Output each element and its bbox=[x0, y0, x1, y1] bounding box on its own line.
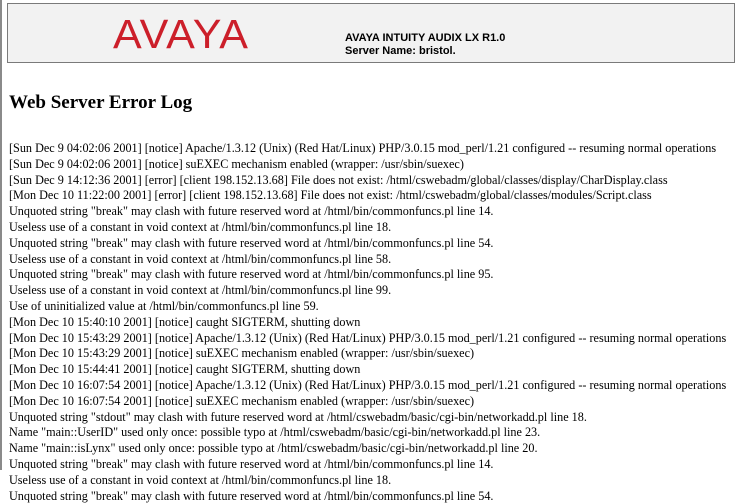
log-entry: Unquoted string "break" may clash with future reserved word at /html/bin/commonfuncs.pl line 54. bbox=[9, 488, 494, 503]
log-entry: [Sun Dec 9 04:02:06 2001] [notice] Apache/1.3.12 (Unix) (Red Hat/Linux) PHP/3.0.15 mod_perl/1.21 configured -- resuming normal operations bbox=[9, 141, 717, 155]
log-entry: [Mon Dec 10 15:44:41 2001] [notice] caught SIGTERM, shutting down bbox=[9, 362, 361, 377]
log-entry: Use of uninitialized value at /html/bin/commonfuncs.pl line 59. bbox=[9, 298, 319, 313]
error-log-list bbox=[9, 141, 744, 504]
page-title: Web Server Error Log bbox=[9, 92, 193, 113]
log-entry: [Sun Dec 9 04:02:06 2001] [notice] suEXEC mechanism enabled (wrapper: /usr/sbin/suexec) bbox=[9, 156, 464, 171]
server-name: Server Name: bristol. bbox=[345, 45, 456, 57]
log-entry: Unquoted string "stdout" may clash with future reserved word at /html/cswebadm/basic/cgi-bin/networkadd.pl line 18. bbox=[9, 409, 587, 424]
log-entry: Useless use of a constant in void context at /html/bin/commonfuncs.pl line 18. bbox=[9, 472, 392, 487]
log-entry: Name "main::isLynx" used only once: possible typo at /html/cswebadm/basic/cgi-bin/networkadd.pl line 20. bbox=[9, 441, 538, 456]
log-entry: Useless use of a constant in void context at /html/bin/commonfuncs.pl line 18. bbox=[9, 219, 392, 234]
log-entry: [Mon Dec 10 16:07:54 2001] [notice] Apache/1.3.12 (Unix) (Red Hat/Linux) PHP/3.0.15 mod_perl/1.21 configured -- resuming normal operations bbox=[9, 377, 727, 392]
log-entry: Unquoted string "break" may clash with future reserved word at /html/bin/commonfuncs.pl line 54. bbox=[9, 235, 494, 250]
log-entry: Useless use of a constant in void context at /html/bin/commonfuncs.pl line 99. bbox=[9, 283, 392, 298]
log-entry: [Mon Dec 10 15:43:29 2001] [notice] Apache/1.3.12 (Unix) (Red Hat/Linux) PHP/3.0.15 mod_perl/1.21 configured -- resuming normal operations bbox=[9, 330, 727, 345]
log-entry: Name "main::UserID" used only once: possible typo at /html/cswebadm/basic/cgi-bin/networkadd.pl line 23. bbox=[9, 425, 541, 440]
avaya-logo: AVAYA bbox=[113, 11, 250, 57]
log-entry: [Mon Dec 10 15:43:29 2001] [notice] suEXEC mechanism enabled (wrapper: /usr/sbin/suexec) bbox=[9, 346, 475, 361]
log-entry: [Mon Dec 10 15:40:10 2001] [notice] caught SIGTERM, shutting down bbox=[9, 314, 361, 329]
log-entry: Unquoted string "break" may clash with future reserved word at /html/bin/commonfuncs.pl line 95. bbox=[9, 267, 494, 282]
log-entry: Unquoted string "break" may clash with future reserved word at /html/bin/commonfuncs.pl line 14. bbox=[9, 204, 494, 219]
window-left-border bbox=[0, 0, 2, 470]
log-entry: Unquoted string "break" may clash with future reserved word at /html/bin/commonfuncs.pl line 14. bbox=[9, 456, 494, 471]
log-entry: [Sun Dec 9 14:12:36 2001] [error] [client 198.152.13.68] File does not exist: /html/cswebadm/global/classes/display/CharDisplay.class bbox=[9, 172, 668, 187]
header-banner bbox=[7, 3, 735, 63]
log-entry: Useless use of a constant in void context at /html/bin/commonfuncs.pl line 58. bbox=[9, 251, 392, 266]
product-name: AVAYA INTUITY AUDIX LX R1.0 bbox=[345, 32, 506, 44]
log-entry: [Mon Dec 10 11:22:00 2001] [error] [client 198.152.13.68] File does not exist: /html/cswebadm/global/classes/modules/Script.class bbox=[9, 188, 652, 203]
log-entry: [Mon Dec 10 16:07:54 2001] [notice] suEXEC mechanism enabled (wrapper: /usr/sbin/suexec) bbox=[9, 393, 475, 408]
